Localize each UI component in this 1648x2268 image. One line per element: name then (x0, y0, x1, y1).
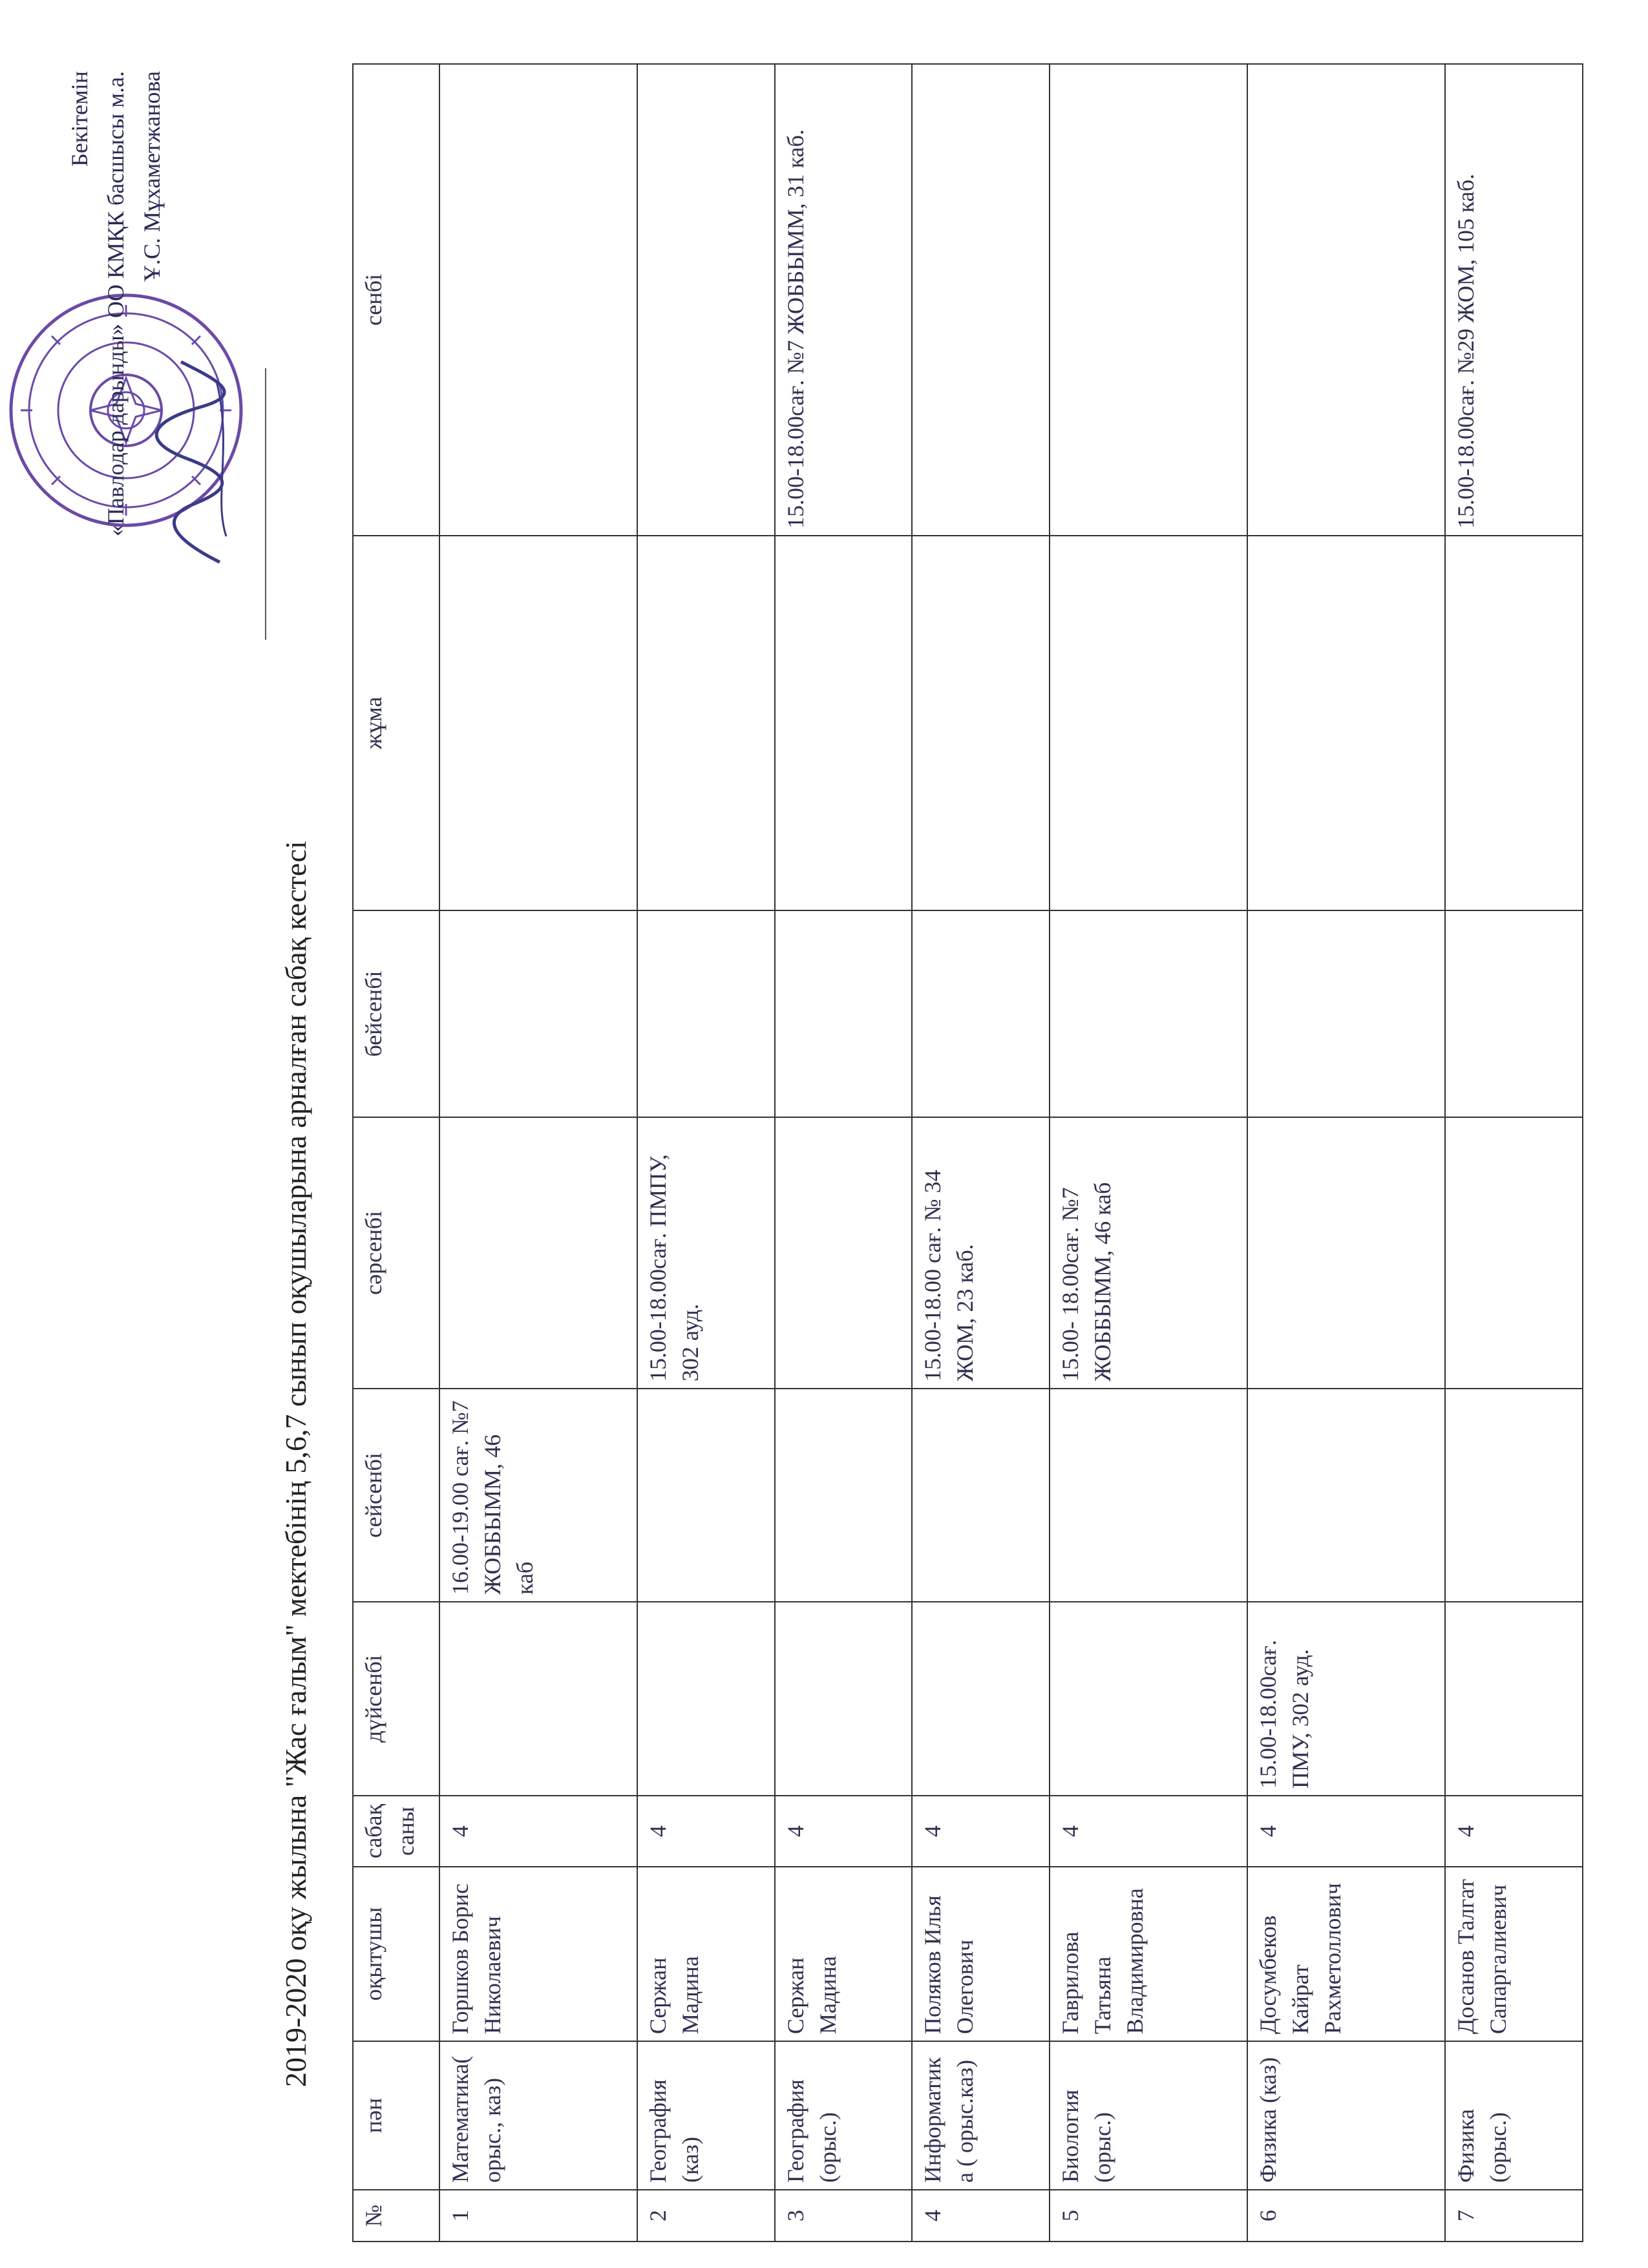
table-row (637, 64, 775, 2242)
count-cell: 4 (637, 1796, 775, 1867)
page-title: 2019-2020 оқу жылына "Жас ғалым" мектебінің 5,6,7 сынып оқушыларына арналған сабақ кестесі (279, 841, 312, 2087)
tuesday-cell (1445, 1389, 1583, 1602)
subject-cell: Информатика ( орыс.каз) (912, 2041, 1050, 2190)
signature-line (265, 368, 266, 640)
monday-cell (1050, 1602, 1247, 1796)
saturday-cell (637, 64, 775, 536)
subject-cell: География (орыс.) (775, 2041, 913, 2190)
friday-cell (439, 536, 637, 910)
table-row (1050, 64, 1247, 2242)
row-number: 2 (637, 2190, 775, 2242)
table-row (912, 64, 1050, 2242)
table-row (1445, 64, 1583, 2242)
tuesday-cell: 16.00-19.00 сағ. №7 ЖОББЫММ, 46 каб (439, 1389, 637, 1602)
saturday-cell (912, 64, 1050, 536)
tuesday-cell (637, 1389, 775, 1602)
subject-cell: Математика(орыс., каз) (439, 2041, 637, 2190)
count-cell: 4 (1445, 1796, 1583, 1867)
monday-cell (1445, 1602, 1583, 1796)
row-number: 1 (439, 2190, 637, 2242)
friday-cell (912, 536, 1050, 910)
tuesday-cell (775, 1389, 913, 1602)
approval-line-1: «Павлодар дарынды» ОО КМҚК басшысы м.а. (103, 71, 129, 537)
tuesday-cell (1247, 1389, 1445, 1602)
monday-cell (775, 1602, 913, 1796)
thursday-cell (775, 910, 913, 1117)
monday-cell (439, 1602, 637, 1796)
count-cell: 4 (775, 1796, 913, 1867)
wednesday-cell: 15.00- 18.00сағ. №7 ЖОББЫММ, 46 каб (1050, 1117, 1247, 1389)
wednesday-cell (439, 1117, 637, 1389)
col-header: сабақ саны (353, 1796, 439, 1867)
col-header: сейсенбі (353, 1389, 439, 1602)
teacher-cell: Сержан Мадина (637, 1867, 775, 2041)
table-row (439, 64, 637, 2242)
subject-cell: Биология (орыс.) (1050, 2041, 1247, 2190)
wednesday-cell (1445, 1117, 1583, 1389)
thursday-cell (912, 910, 1050, 1117)
thursday-cell (637, 910, 775, 1117)
table-row (1247, 64, 1445, 2242)
friday-cell (1445, 536, 1583, 910)
teacher-cell: Поляков Илья Олегович (912, 1867, 1050, 2041)
thursday-cell (439, 910, 637, 1117)
thursday-cell (1445, 910, 1583, 1117)
thursday-cell (1247, 910, 1445, 1117)
teacher-cell: Гаврилова Татьяна Владимировна (1050, 1867, 1247, 2041)
friday-cell (1247, 536, 1445, 910)
col-header: жұма (353, 536, 439, 910)
friday-cell (637, 536, 775, 910)
row-number: 5 (1050, 2190, 1247, 2242)
row-number: 6 (1247, 2190, 1445, 2242)
subject-cell: География (каз) (637, 2041, 775, 2190)
table-header-row (353, 64, 439, 2242)
friday-cell (1050, 536, 1247, 910)
table-row (775, 64, 913, 2242)
thursday-cell (1050, 910, 1247, 1117)
saturday-cell (1247, 64, 1445, 536)
col-header: бейсенбі (353, 910, 439, 1117)
teacher-cell: Досанов Талгат Сапаргалиевич (1445, 1867, 1583, 2041)
col-header: сәрсенбі (353, 1117, 439, 1389)
row-number: 7 (1445, 2190, 1583, 2242)
wednesday-cell: 15.00-18.00сағ. ПМПУ, 302 ауд. (637, 1117, 775, 1389)
teacher-cell: Досумбеков Кайрат Рахметоллович (1247, 1867, 1445, 2041)
saturday-cell (1050, 64, 1247, 536)
wednesday-cell: 15.00-18.00 сағ. № 34 ЖОМ, 23 каб. (912, 1117, 1050, 1389)
col-header: дүйсенбі (353, 1602, 439, 1796)
col-header: оқытушы (353, 1867, 439, 2041)
tuesday-cell (1050, 1389, 1247, 1602)
col-header: сенбі (353, 64, 439, 536)
schedule-table (352, 63, 1583, 2242)
col-header: пән (353, 2041, 439, 2190)
count-cell: 4 (439, 1796, 637, 1867)
col-header: № (353, 2190, 439, 2242)
monday-cell (637, 1602, 775, 1796)
approval-block (61, 71, 170, 536)
monday-cell (912, 1602, 1050, 1796)
count-cell: 4 (912, 1796, 1050, 1867)
monday-cell: 15.00-18.00сағ. ПМУ, 302 ауд. (1247, 1602, 1445, 1796)
row-number: 4 (912, 2190, 1050, 2242)
count-cell: 4 (1247, 1796, 1445, 1867)
wednesday-cell (775, 1117, 913, 1389)
subject-cell: Физика (каз) (1247, 2041, 1445, 2190)
subject-cell: Физика (орыс.) (1445, 2041, 1583, 2190)
approval-title: Бекітемін (67, 71, 92, 167)
saturday-cell: 15.00-18.00сағ. №29 ЖОМ, 105 каб. (1445, 64, 1583, 536)
teacher-cell: Сержан Мадина (775, 1867, 913, 2041)
teacher-cell: Горшков Борис Николаевич (439, 1867, 637, 2041)
saturday-cell: 15.00-18.00сағ. №7 ЖОББЫММ, 31 каб. (775, 64, 913, 536)
saturday-cell (439, 64, 637, 536)
approval-line-2: Ұ.С. Мұхаметжанова (139, 71, 165, 282)
tuesday-cell (912, 1389, 1050, 1602)
row-number: 3 (775, 2190, 913, 2242)
wednesday-cell (1247, 1117, 1445, 1389)
count-cell: 4 (1050, 1796, 1247, 1867)
friday-cell (775, 536, 913, 910)
